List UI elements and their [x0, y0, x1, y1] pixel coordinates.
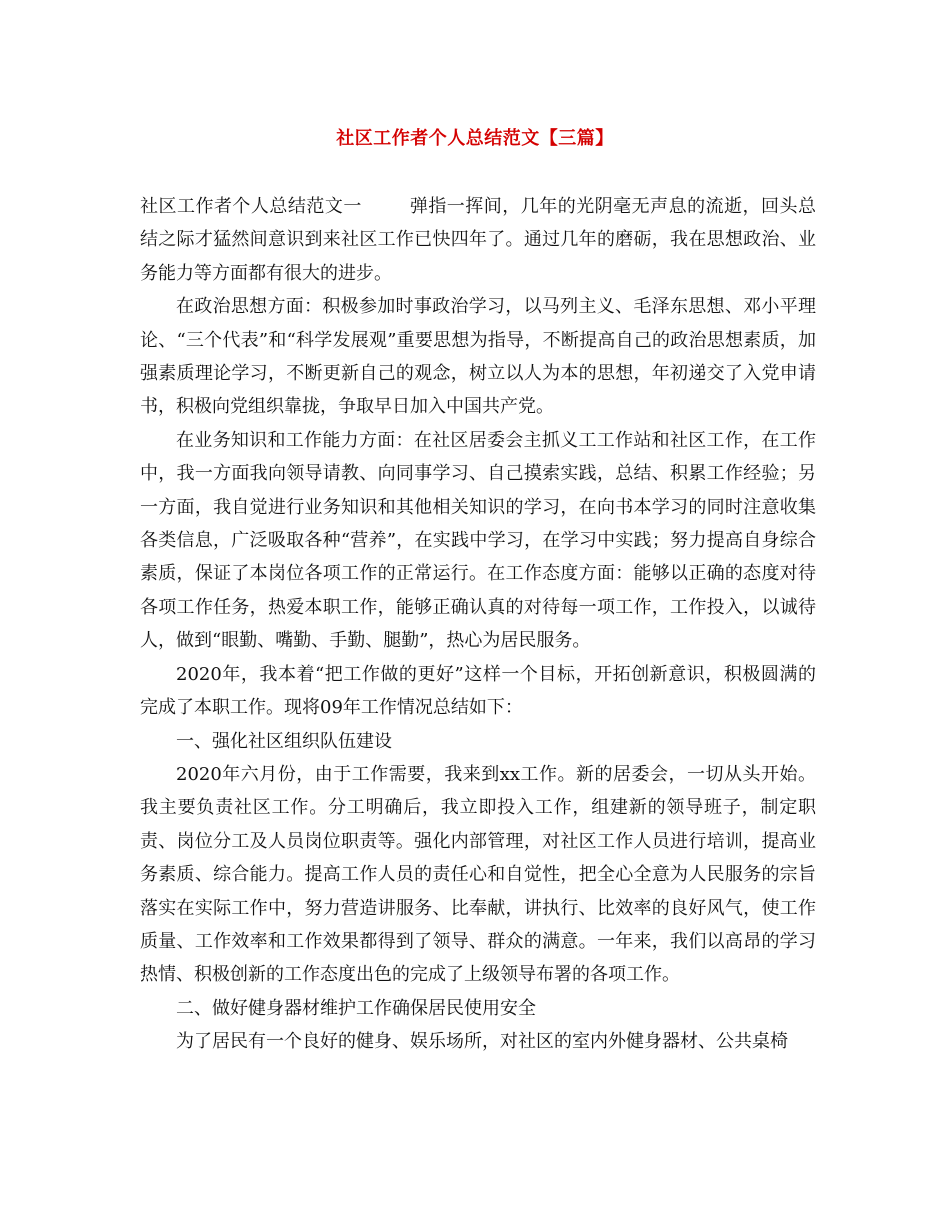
document-title: 社区工作者个人总结范文【三篇】 [336, 128, 614, 149]
paragraph-text: 弹指一挥间，几年的光阴毫无声息的流逝，回头总结之际才猛然间意识到来社区工作已快四年了。通过几年的磨砺，我在思想政治、业务能力等方面都有很大的进步。 [140, 196, 817, 284]
document-body [140, 190, 816, 1059]
section-heading: 二、做好健身器材维护工作确保居民使用安全 [176, 997, 536, 1019]
paragraph: 在政治思想方面：积极参加时事政治学习，以马列主义、毛泽东思想、邓小平理论、“三个代表”和“科学发展观”重要思想为指导，不断提高自己的政治思想素质，加强素质理论学习，不断更新自己的观念，树立以人为本的思想，年初递交了入党申请书，积极向党组织靠拢，争取早日加入中国共产党。 [140, 296, 816, 418]
paragraph: 2020年，我本着“把工作做的更好”这样一个目标，开拓创新意识，积极圆满的完成了本职工作。现将09年工作情况总结如下： [140, 663, 816, 719]
lead-heading: 社区工作者个人总结范文一 [140, 196, 362, 217]
section-heading: 一、强化社区组织队伍建设 [176, 730, 392, 752]
opening-paragraph [140, 190, 816, 290]
paragraph: 在业务知识和工作能力方面：在社区居委会主抓义工工作站和社区工作，在工作中，我一方面我向领导请教、向同事学习、自己摸索实践，总结、积累工作经验；另一方面，我自觉进行业务知识和其他相关知识的学习，在向书本学习的同时注意收集各类信息，广泛吸取各种“营养”，在实践中学习，在学习中实践；努力提高自身综合素质，保证了本岗位各项工作的正常运行。在工作态度方面：能够以正确的态度对待各项工作任务，热爱本职工作，能够正确认真的对待每一项工作，工作投入，以诚待人，做到“眼勤、嘴勤、手勤、腿勤”，热心为居民服务。 [140, 429, 816, 652]
paragraph: 为了居民有一个良好的健身、娱乐场所，对社区的室内外健身器材、公共桌椅 [176, 1031, 788, 1053]
paragraph: 2020年六月份，由于工作需要，我来到xx工作。新的居委会，一切从头开始。我主要负责社区工作。分工明确后，我立即投入工作，组建新的领导班子，制定职责、岗位分工及人员岗位职责等。强化内部管理，对社区工作人员进行培训，提高业务素质、综合能力。提高工作人员的责任心和自觉性，把全心全意为人民服务的宗旨落实在实际工作中，努力营造讲服务、比奉献，讲执行、比效率的良好风气，使工作质量、工作效率和工作效果都得到了领导、群众的满意。一年来，我们以高昂的学习热情、积极创新的工作态度出色的完成了上级领导布署的各项工作。 [140, 763, 816, 986]
